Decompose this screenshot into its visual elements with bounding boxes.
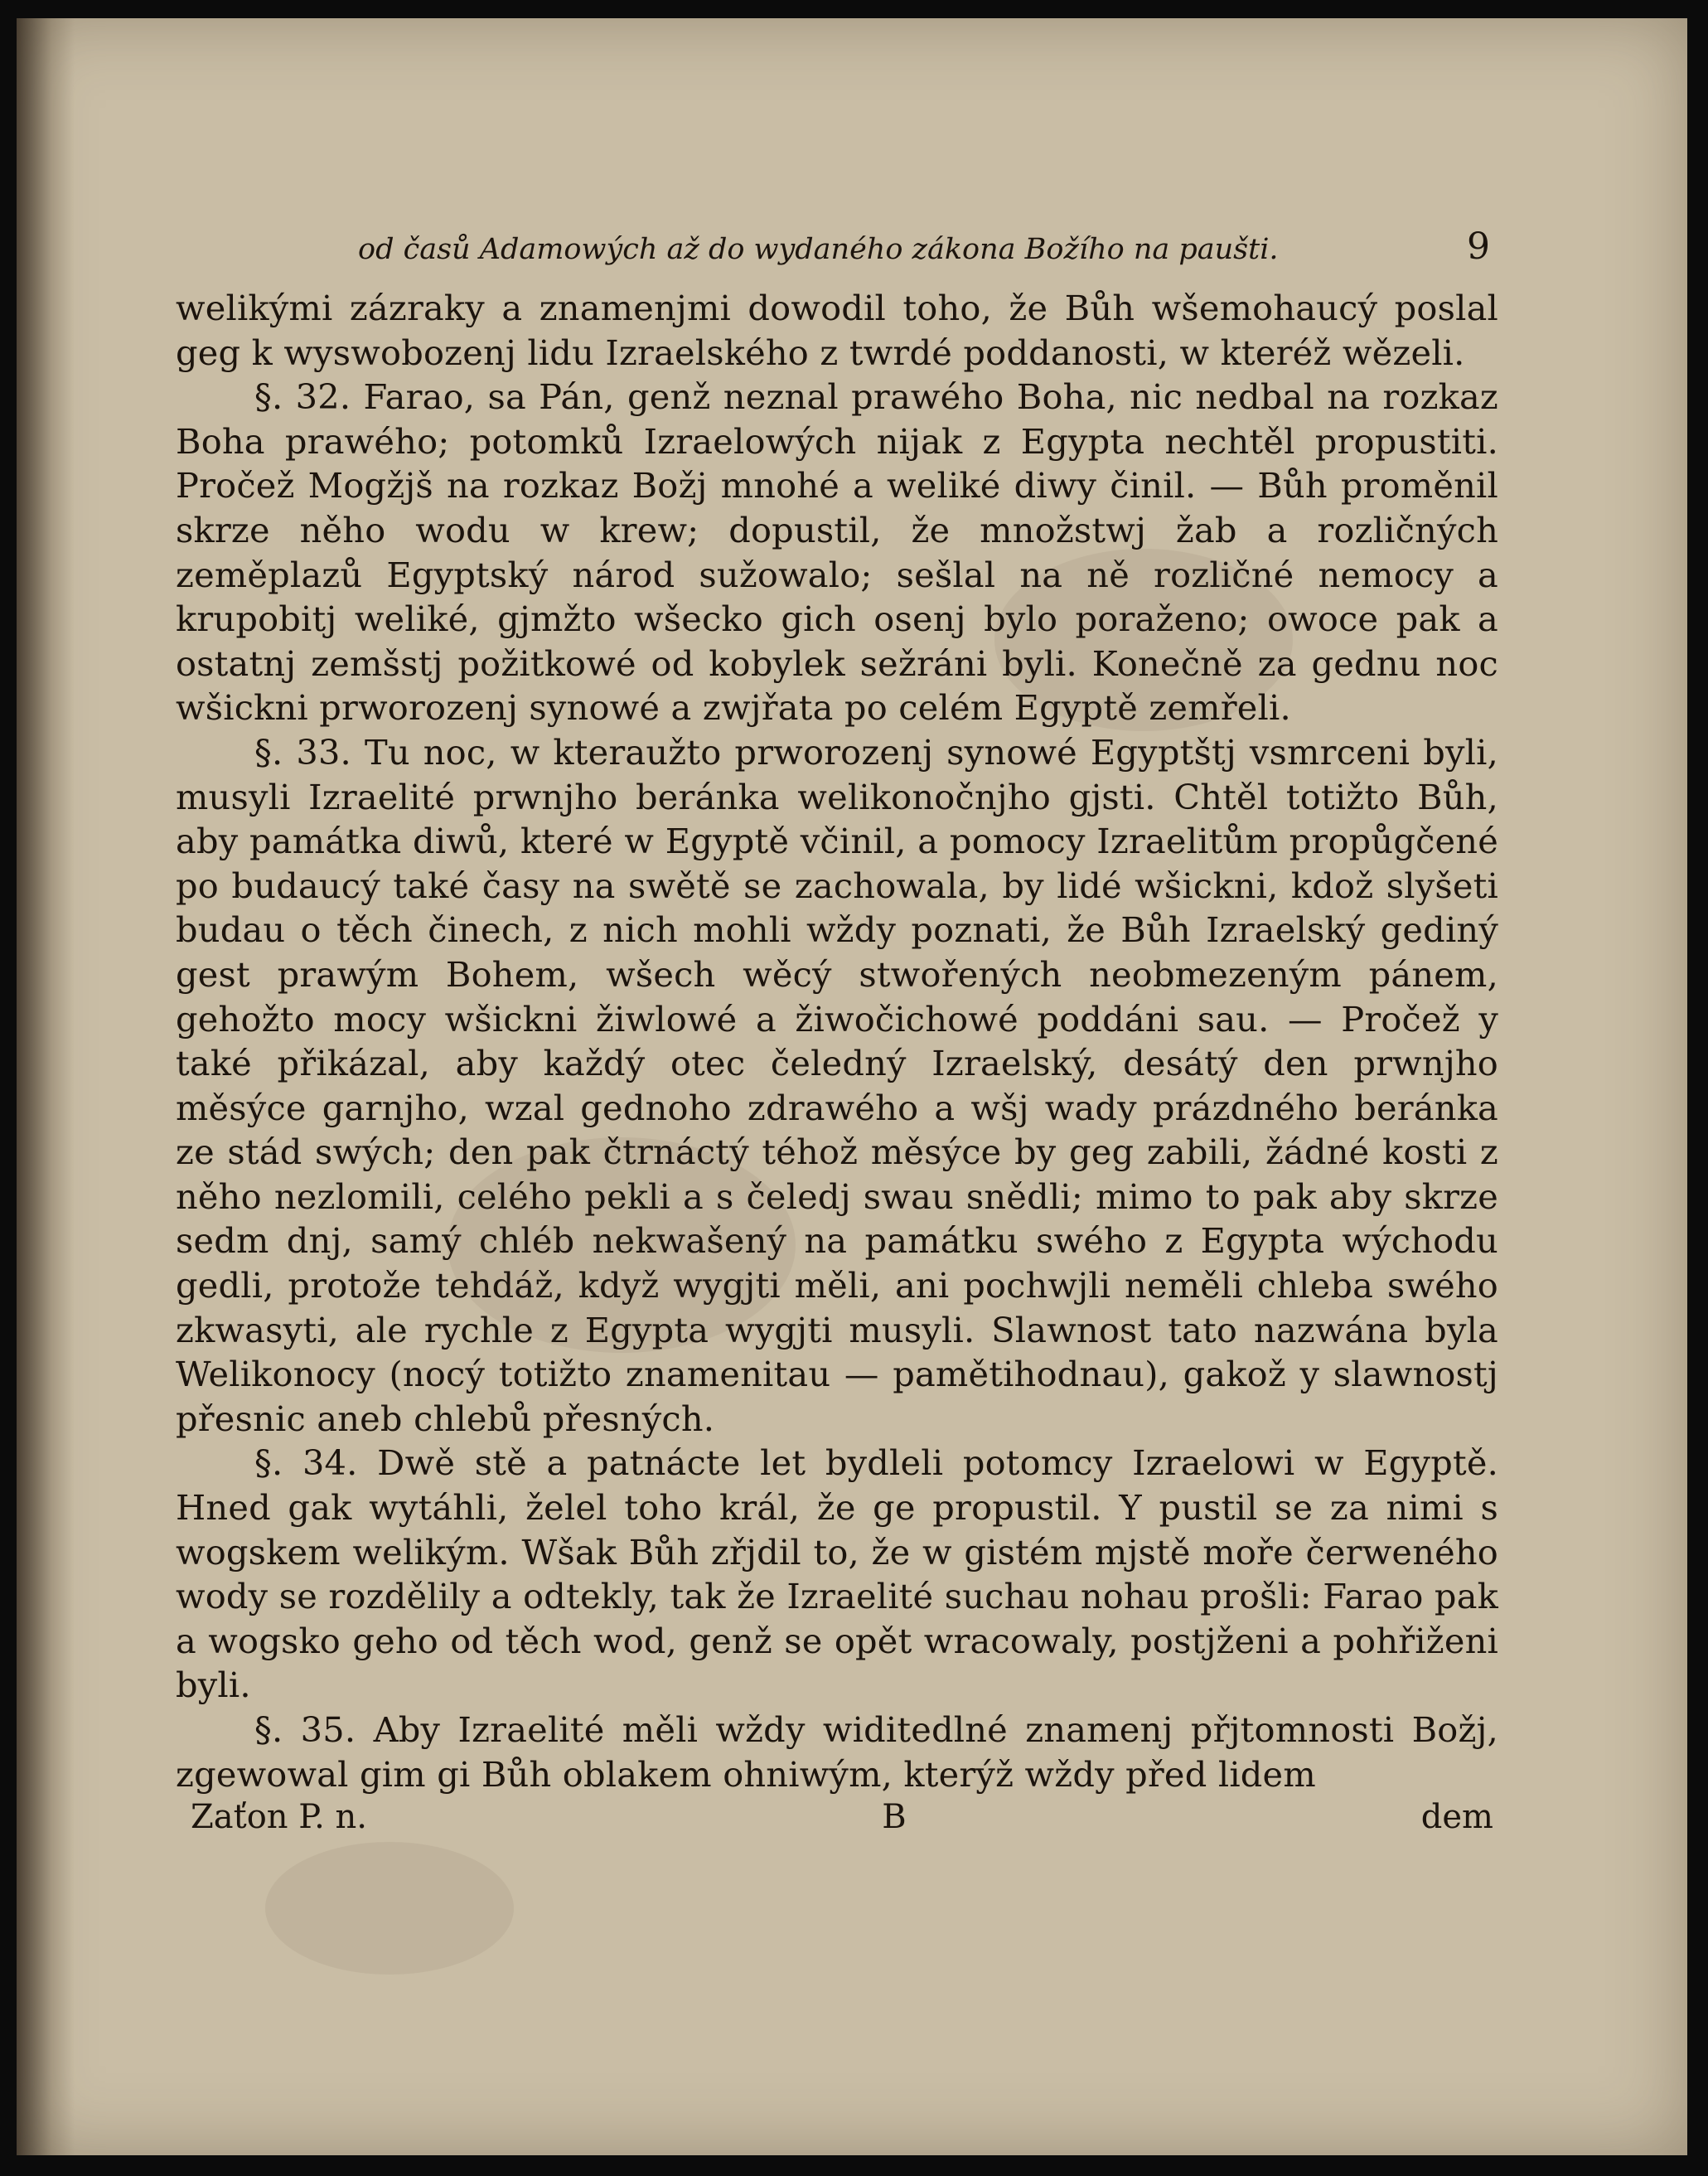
- paper-stain: [265, 1842, 514, 1975]
- page-body: [176, 286, 1498, 1796]
- paragraph-32: §. 32. Farao, sa Pán, genž neznal prawého Boha, nic nedbal na rozkaz Boha prawého; potomků Izraelowých nijak z Egypta nechtěl propustiti. Pročež Mogžjš na rozkaz Božj mnohé a weliké diwy činil. — Bůh proměnil skrze něho wodu w krew; dopustil, že množstwj žab a rozličných zeměplazů Egyptský národ sužowalo; sešlal na ně rozličné nemocy a krupobitj weliké, gjmžto wšecko gich osenj bylo poraženo; owoce pak a ostatnj zemšstj požitkowé od kobylek sežráni byli. Konečně za gednu noc wšickni prworozenj synowé a zwjřata po celém Egyptě zemřeli.: [176, 376, 1498, 729]
- running-title: od časů Adamowých až do wydaného zákona Božího na paušti.: [358, 233, 1279, 266]
- paragraph-33: §. 33. Tu noc, w kteraužto prworozenj synowé Egyptštj vsmrceni byli, musyli Izraelité prwnjho beránka welikonočnjho gjsti. Chtěl totižto Bůh, aby památka diwů, které w Egyptě včinil, a pomocy Izraelitům propůgčené po budaucý také časy na swětě se zachowala, by lidé wšickni, kdož slyšeti budau o těch činech, z nich mohli wždy poznati, že Bůh Izraelský gediný gest prawým Bohem, wšech wěcý stwořených neobmezeným pánem, gehožto mocy wšickni žiwlowé a žiwočichowé poddáni sau. — Pročež y také přikázal, aby každý otec čeledný Izraelský, desátý den prwnjho měsýce garnjho, wzal gednoho zdrawého a wšj wady prázdného beránka ze stád swých; den pak čtrnáctý téhož měsýce by geg zabili, žádné kosti z něho nezlomili, celého pekli a s čeledj swau snědli; mimo to pak aby skrze sedm dnj, samý chléb nekwašený na památku swého z Egypta wýchodu gedli, protože tehdáž, když wygjti měli, ani pochwjli neměli chleba swého zkwasyti, ale rychle z Egypta wygjti musyli. Slawnost tato nazwána byla Welikonocy (nocý totižto znamenitau — pamětihodnau), gakož y slawnostj přesnic aneb chlebů přesných.: [176, 731, 1498, 1439]
- page-footer: [176, 1798, 1498, 1836]
- running-head: [176, 225, 1498, 268]
- paragraph-34: §. 34. Dwě stě a patnácte let bydleli potomcy Izraelowi w Egyptě. Hned gak wytáhli, želel toho král, že ge propustil. Y pustil se za nimi s wogskem welikým. Wšak Bůh zřjdil to, že w gistém mjstě moře čerweného wody se rozdělily a odtekly, tak že Izraelité suchau nohau prošli: Farao pak a wogsko geho od těch wod, genž se opět wracowaly, postjženi a pohřiženi byli.: [176, 1442, 1498, 1706]
- page-text-block: [176, 225, 1498, 1836]
- book-page: [17, 18, 1687, 2155]
- binding-shadow: [17, 18, 75, 2155]
- page-number: 9: [1467, 225, 1490, 268]
- sheet-signature: B: [882, 1798, 907, 1837]
- paragraph-35: §. 35. Aby Izraelité měli wždy widitedlné znamenj přjtomnosti Božj, zgewowal gim gi Bůh oblakem ohniwým, kterýž wždy před lidem: [176, 1709, 1498, 1795]
- signature-mark: Zaťon P. n.: [191, 1798, 367, 1837]
- catchword: dem: [1420, 1798, 1493, 1837]
- paragraph-continuation: welikými zázraky a znamenjmi dowodil toho, že Bůh wšemohaucý poslal geg k wyswobozenj lidu Izraelského z twrdé poddanosti, w kteréž wězeli.: [176, 288, 1498, 373]
